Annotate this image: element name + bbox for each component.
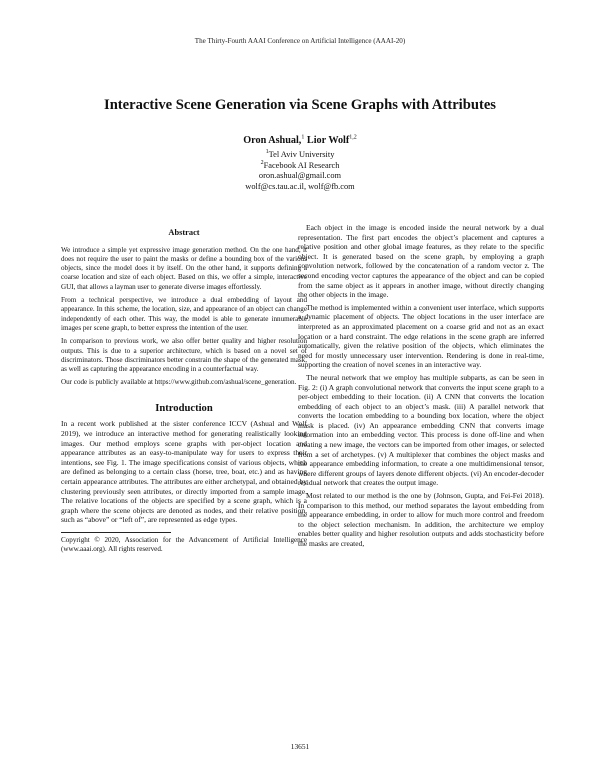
aff-1: Tel Aviv University	[268, 150, 335, 159]
author-2-sup: 1,2	[349, 134, 357, 141]
abstract-paragraph: From a technical perspective, we introduce a dual embedding of layout and appearance. In this scheme, the location, size, and appearance of an object can change independently of each other. This way, the model is able to generate innumerable images per scene graph, to better express the intention of the user.	[61, 296, 307, 332]
aff-2-sup: 2	[260, 159, 264, 166]
abstract-paragraph: We introduce a simple yet expressive image generation method. On the one hand, it does not require the user to paint the masks or define a bounding box of the various objects, since the model does it by itself. On the other hand, it supports defining a coarse location and size of each object. Based on this, we offer a simple, interactive GUI, that allows a layman user to generate diverse images effortlessly.	[61, 245, 307, 291]
author-1: Oron Ashual,	[243, 135, 302, 146]
introduction-paragraph: In a recent work published at the sister conference ICCV (Ashual and Wolf 2019), we introduce an interactive method for generating realistically looking images. Our method employs scene graphs with per-object location and appearance attributes as an easy-to-manipulate way for users to express their intentions, see Fig. 1. The image specifications consist of various objects, which are defined as belonging to a certain class (horse, tree, boat, etc.) and as having certain appearance attributes. The attributes are either archetypal, and obtained by clustering previously seen attributes, or directly imported from a sample image. The relative locations of the objects are specified by a scene graph, which is a graph where the scene objects are denoted as nodes, and their relative position, such as “above” or “left of”, are represented as edge types.	[61, 419, 307, 525]
footnote-rule	[61, 532, 171, 533]
body-paragraph: Each object in the image is encoded inside the neural network by a dual representation. The first part encodes the object’s placement and captures a relative position and other global image features, as they relate to the specific object. It is generated based on the scene graph, by employing a graph convolution network, followed by the concatenation of a random vector z. The second encoding vector captures the appearance of the object and can be copied from the same object as it appears in another image, without directly changing the other objects in the image.	[298, 223, 544, 300]
right-column	[298, 223, 544, 552]
author-2: Lior Wolf	[306, 135, 350, 146]
body-paragraph: The neural network that we employ has multiple subparts, as can be seen in Fig. 2: (i) A graph convolutional network that converts the input scene graph to a per-object embedding to their location. (ii) A CNN that converts the location embedding of each object to an object’s mask. (iii) A parallel network that converts the location embedding to a bounding box location, where the object mask is placed. (iv) An appearance embedding CNN that converts image information into an embedding vector. This process is done off-line and when creating a new image, the vectors can be imported from other images, or selected from a set of archetypes. (v) A multiplexer that combines the object masks and the appearance embedding information, to create a one multidimensional tensor, where different groups of layers denote different objects. (vi) An encoder-decoder residual network that creates the output image.	[298, 372, 544, 488]
affiliations	[0, 150, 600, 192]
abstract-paragraph: Our code is publicly available at https://www.github.com/ashual/scene_generation.	[61, 378, 297, 387]
email-2: wolf@cs.tau.ac.il, wolf@fb.com	[245, 181, 355, 191]
copyright-notice: Copyright © 2020, Association for the Advancement of Artificial Intelligence (www.aaai.org). All rights reserved.	[61, 535, 307, 553]
aff-2: Facebook AI Research	[263, 160, 340, 170]
left-column	[61, 228, 307, 554]
authors	[0, 135, 600, 146]
abstract-section	[61, 228, 307, 388]
conference-header: The Thirty-Fourth AAAI Conference on Artificial Intelligence (AAAI-20)	[194, 37, 406, 45]
body-paragraph: The method is implemented within a convenient user interface, which supports a dynamic placement of objects. The object locations in the user interface are interpreted as an approximated placement on a coarse grid and not as an exact location or a hard constraint. The edge relations in the scene graph are inferred automatically, given the relative position of the objects, which eliminates the need for mostly unnecessary user intervention. Rendering is done in real-time, supporting the creation of novel scenes in an interactive way.	[298, 302, 544, 370]
paper-title: Interactive Scene Generation via Scene Graphs with Attributes	[104, 97, 496, 113]
introduction-heading: Introduction	[155, 402, 213, 414]
page-number: 13651	[290, 742, 310, 751]
body-paragraph: Most related to our method is the one by (Johnson, Gupta, and Fei-Fei 2018). In comparison to this method, our method separates the layout embedding from the appearance embedding, in order to allow for much more control and freedom to the object selection mechanism. In addition, the architecture we employ enables better quality and higher resolution outputs and adds stochasticity before the masks are created,	[298, 491, 544, 548]
email-1: oron.ashual@gmail.com	[258, 171, 342, 181]
abstract-paragraph: In comparison to previous work, we also offer better quality and higher resolution outputs. This is due to a superior architecture, which is based on a novel set of discriminators. Those discriminators better constrain the shape of the generated mask, as well as capturing the appearance encoding in a counterfactual way.	[61, 337, 307, 374]
abstract-heading: Abstract	[168, 228, 200, 237]
author-1-sup: 1	[301, 134, 305, 141]
aff-1-sup: 1	[265, 149, 269, 156]
